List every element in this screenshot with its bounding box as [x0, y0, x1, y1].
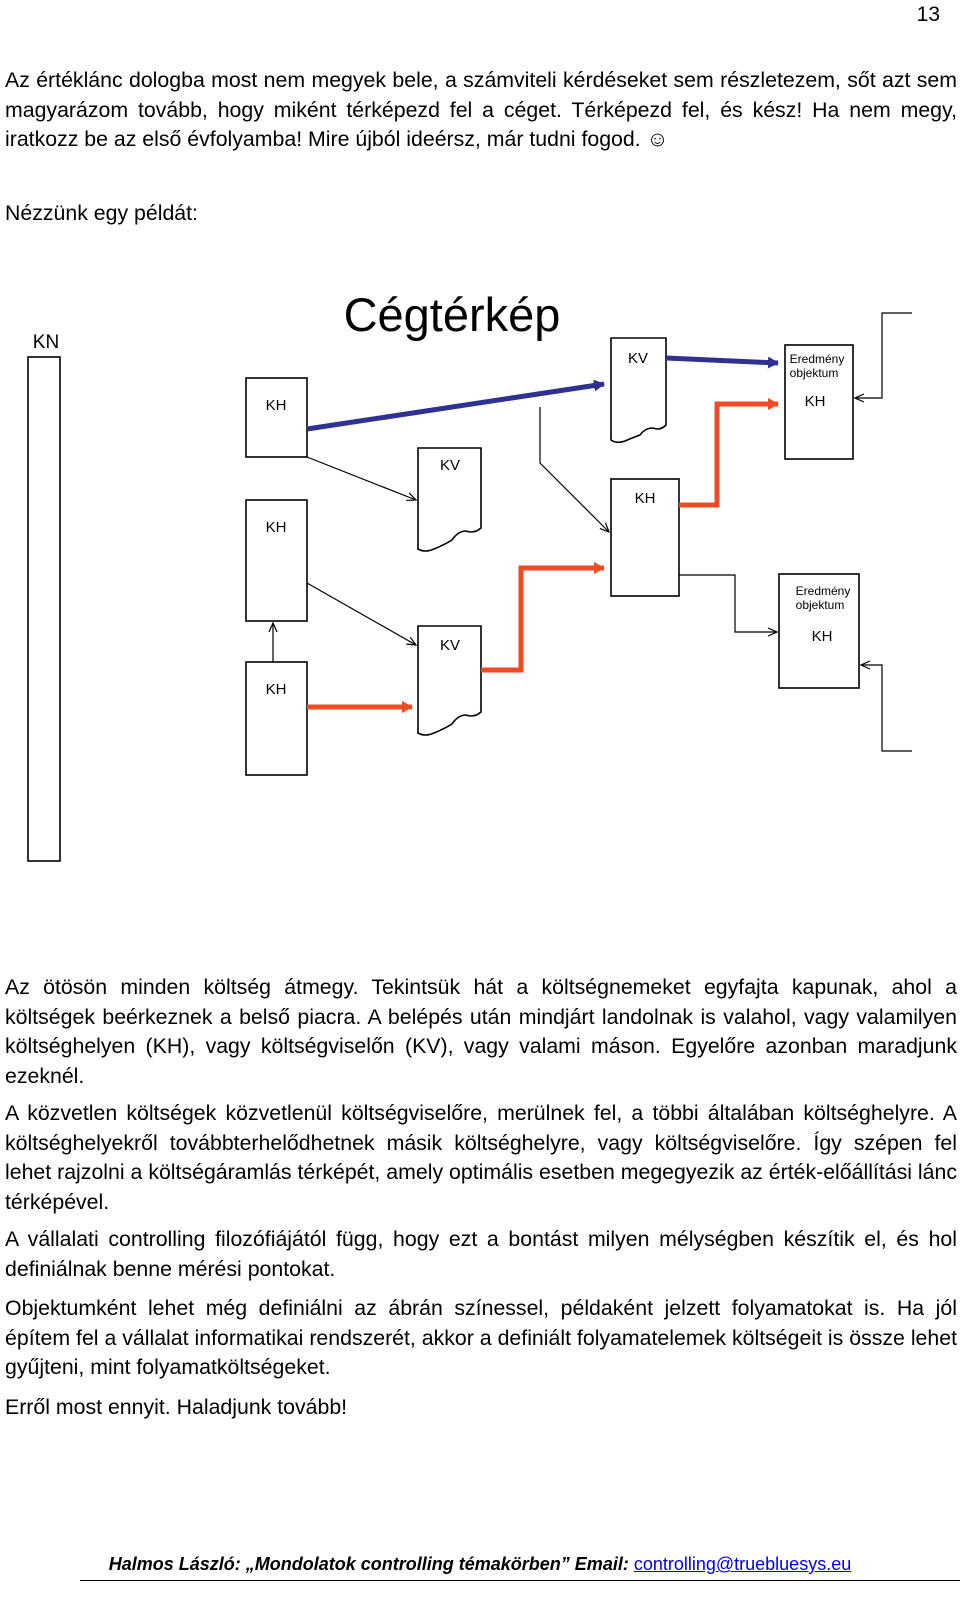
body-paragraph-1: Az ötösön minden költség átmegy. Tekintsük hát a költségnemeket egyfajta kapunak, ahol a költségek beérkeznek a belső piacra. A belépés után mindjárt landolnak is valahol, vagy valamilyen költséghelyen (KH), vagy költségviselőn (KV), vagy valami máson. Egyelőre azonban maradjunk ezeknél.: [5, 975, 957, 1088]
connector-kh2-kv: [307, 583, 416, 645]
footer-email-link[interactable]: controlling@truebluesys.eu: [633, 1554, 852, 1574]
red-flow-kh-result: [679, 404, 778, 505]
kv-label-top: KV: [627, 350, 649, 367]
kh-box-3: [246, 662, 307, 775]
cost-map-diagram: [0, 290, 960, 930]
body-paragraph-2: A közvetlen költségek közvetlenül költségviselőre, merülnek fel, a többi általában költséghelyre. A költséghelyekről továbbterhelődhetnek másik költséghelyre, vagy költségviselőre. Így szépen fel lehet rajzolni a költségáramlás térképét, amely optimális esetben megegyezik az érték-előállítási lánc térképével.: [5, 1101, 957, 1214]
diagram-title: Cégtérkép: [343, 290, 561, 341]
kh-label-result-1: KH: [804, 393, 826, 410]
result-object-label-1: Eredmény: [789, 352, 845, 366]
page-number: 13: [916, 3, 940, 26]
kn-label: KN: [32, 332, 60, 353]
result-object-sublabel-2: objektum: [795, 598, 845, 612]
example-intro: Nézzünk egy példát:: [5, 201, 198, 225]
kn-bar: [28, 357, 60, 861]
blue-flow-kh-kv: [307, 384, 604, 429]
blue-flow-kv-result: [666, 358, 778, 363]
body-paragraph-5: Erről most ennyit. Haladjunk tovább!: [5, 1395, 348, 1419]
kv-label-bottom: KV: [439, 637, 461, 654]
intro-paragraph: Az értéklánc dologba most nem megyek bele, a számviteli kérdéseket sem részletezem, sőt azt sem magyarázom tovább, hogy miként térképezd fel a céget. Térképezd fel, és kész! Ha nem megy, iratkozz be az első évfolyamba! Mire újból ideérsz, már tudni fogod. ☺: [5, 68, 957, 151]
red-flow-kv-kh: [481, 568, 604, 670]
kh-label-middle: KH: [634, 490, 656, 507]
connector-kh1-kv: [307, 457, 416, 500]
connector-outer-bottom: [861, 665, 912, 751]
footer-text: Halmos László: „Mondolatok controlling témakörben” Email:: [108, 1554, 634, 1574]
body-paragraph-3: A vállalati controlling filozófiájától függ, hogy ezt a bontást milyen mélységben készítik el, és hol definiálnak benne mérési pontokat.: [5, 1227, 957, 1281]
kh-label-3: KH: [265, 681, 287, 698]
result-object-label-2: Eredmény: [795, 584, 851, 598]
connector-kh-result: [679, 575, 777, 632]
footer-divider: [80, 1580, 960, 1581]
result-object-sublabel-1: objektum: [789, 366, 839, 380]
kh-box-1: [246, 378, 307, 457]
body-paragraph-4: Objektumként lehet még definiálni az ábrán színessel, példaként jelzett folyamatokat is. Ha jól építem fel a vállalat informatikai rendszerét, akkor a definiált folyamatelemek költségeit is össze lehet gyűjteni, mint folyamatköltségeket.: [5, 1296, 957, 1379]
kh-label-result-2: KH: [811, 628, 833, 645]
connector-kv-kh: [540, 407, 609, 532]
footer: [0, 1554, 960, 1575]
kh-label-2: KH: [265, 519, 287, 536]
connector-outer-top: [855, 313, 912, 398]
kv-label-middle: KV: [439, 457, 461, 474]
kh-label-1: KH: [265, 397, 287, 414]
